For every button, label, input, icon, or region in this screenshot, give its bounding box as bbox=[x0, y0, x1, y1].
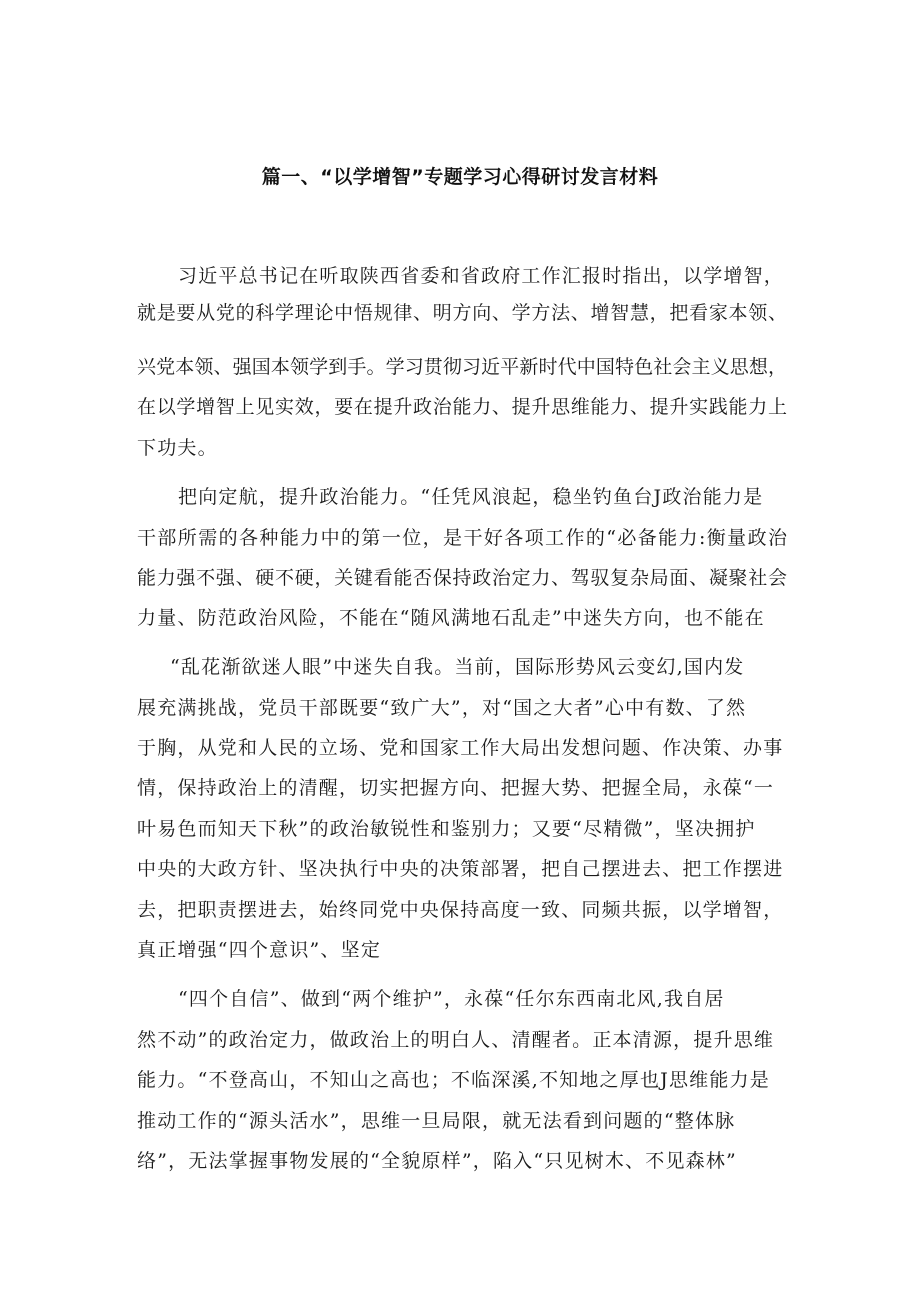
text-line: “乱花渐欲迷人眼”中迷失自我。当前，国际形势风云变幻,国内发 bbox=[170, 656, 745, 678]
text-line: 习近平总书记在听取陕西省委和省政府工作汇报时指出，以学增智， bbox=[178, 265, 785, 287]
text-line: 展充满挑战，党员干部既要“致广大”，对“国之大者”心中有数、了然 bbox=[137, 697, 747, 719]
text-line: 然不动”的政治定力，做政治上的明白人、清醒者。正本清源，提升思维 bbox=[137, 1029, 775, 1051]
text-line: 下功夫。 bbox=[137, 437, 218, 459]
text-line: 中央的大政方针、坚决执行中央的决策部署，把自己摆进去、把工作摆进 bbox=[137, 858, 784, 880]
document-title: 篇一、“以学增智”专题学习心得研讨发言材料 bbox=[261, 166, 659, 188]
text-line: 能力强不强、硬不硬，关键看能否保持政治定力、驾驭复杂局面、凝聚社会 bbox=[137, 567, 787, 589]
text-line: 把向定航，提升政治能力。“任凭风浪起，稳坐钓鱼台J政治能力是 bbox=[178, 486, 764, 508]
text-line: 去，把职责摆进去，始终同党中央保持高度一致、同频共振，以学增智， bbox=[137, 899, 784, 921]
text-line: 真正增强“四个意识”、坚定 bbox=[137, 939, 382, 961]
text-line: 干部所需的各种能力中的第一位，是干好各项工作的“必备能力:衡量政治 bbox=[137, 527, 787, 549]
text-line: “四个自信”、做到“两个维护”，永葆“任尔东西南北风,我自居 bbox=[178, 988, 725, 1010]
text-line: 就是要从党的科学理论中悟规律、明方向、学方法、增智慧，把看家本领、 bbox=[137, 302, 787, 324]
text-line: 于胸，从党和人民的立场、党和国家工作大局出发想问题、作决策、办事 bbox=[137, 737, 784, 759]
text-line: 兴党本领、强国本领学到手。学习贯彻习近平新时代中国特色社会主义思想， bbox=[137, 356, 787, 378]
text-line: 在以学增智上见实效，要在提升政治能力、提升思维能力、提升实践能力上 bbox=[137, 396, 787, 418]
text-line: 情，保持政治上的清醒，切实把握方向、把握大势、把握全局，永葆“一 bbox=[137, 777, 775, 799]
text-line: 力量、防范政治风险，不能在“随风满地石乱走”中迷失方向，也不能在 bbox=[137, 607, 765, 629]
text-line: 能力。“不登高山，不知山之高也；不临深溪,不知地之厚也J思维能力是 bbox=[137, 1069, 770, 1091]
text-line: 叶易色而知天下秋”的政治敏锐性和鉴别力；又要“尽精微”，坚决拥护 bbox=[137, 818, 756, 840]
text-line: 络”，无法掌握事物发展的“全貌原样”，陷入“只见树木、不见森林” bbox=[137, 1150, 737, 1172]
text-line: 推动工作的“源头活水”，思维一旦局限，就无法看到问题的“整体脉 bbox=[137, 1110, 736, 1132]
